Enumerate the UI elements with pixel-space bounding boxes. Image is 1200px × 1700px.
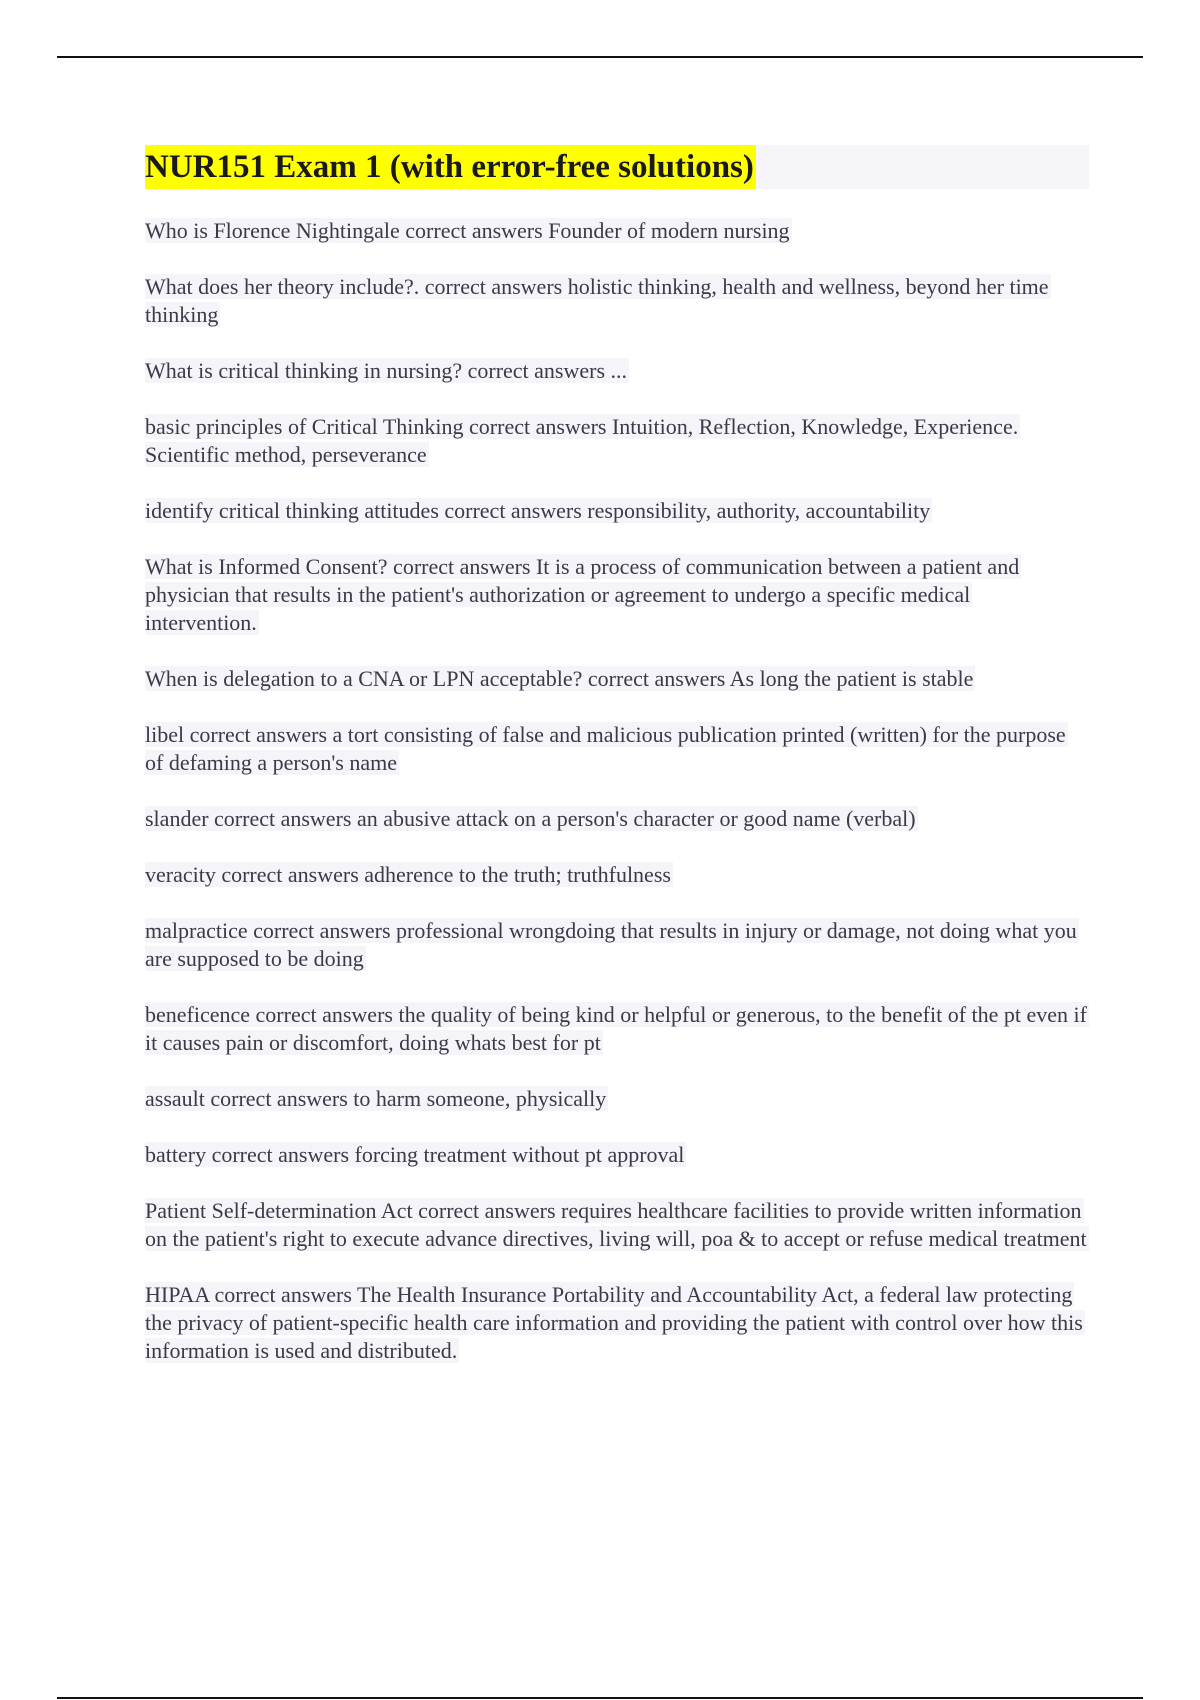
qa-item bbox=[145, 497, 1089, 525]
qa-item bbox=[145, 1141, 1089, 1169]
qa-text: assault correct answers to harm someone, physically bbox=[145, 1086, 607, 1111]
qa-text: beneficence correct answers the quality of being kind or helpful or generous, to the benefit of the pt even if it causes pain or discomfort, doing whats best for pt bbox=[145, 1002, 1087, 1055]
qa-text: basic principles of Critical Thinking correct answers Intuition, Reflection, Knowledge, Experience. Scientific method, perseverance bbox=[145, 414, 1019, 467]
qa-item bbox=[145, 1001, 1089, 1057]
qa-text: battery correct answers forcing treatment without pt approval bbox=[145, 1142, 685, 1167]
qa-item bbox=[145, 917, 1089, 973]
qa-item bbox=[145, 861, 1089, 889]
qa-text: libel correct answers a tort consisting of false and malicious publication printed (written) for the purpose of defaming a person's name bbox=[145, 722, 1066, 775]
qa-text: Patient Self-determination Act correct answers requires healthcare facilities to provide written information on the patient's right to execute advance directives, living will, poa & to accept or refuse medical treatment bbox=[145, 1198, 1087, 1251]
qa-item bbox=[145, 413, 1089, 469]
qa-text: What is critical thinking in nursing? correct answers ... bbox=[145, 358, 628, 383]
qa-item bbox=[145, 1197, 1089, 1253]
document-title: NUR151 Exam 1 (with error-free solutions) bbox=[145, 145, 756, 189]
qa-list bbox=[145, 217, 1089, 1365]
qa-item bbox=[145, 273, 1089, 329]
footer-rule bbox=[57, 1697, 1143, 1699]
qa-text: What does her theory include?. correct answers holistic thinking, health and wellness, beyond her time thinking bbox=[145, 274, 1049, 327]
header-rule bbox=[57, 56, 1143, 58]
qa-item bbox=[145, 665, 1089, 693]
qa-text: veracity correct answers adherence to the truth; truthfulness bbox=[145, 862, 671, 887]
qa-item bbox=[145, 805, 1089, 833]
qa-text: identify critical thinking attitudes correct answers responsibility, authority, accountability bbox=[145, 498, 931, 523]
qa-text: slander correct answers an abusive attack on a person's character or good name (verbal) bbox=[145, 806, 916, 831]
qa-item bbox=[145, 357, 1089, 385]
qa-item bbox=[145, 1281, 1089, 1365]
qa-item bbox=[145, 553, 1089, 637]
qa-item bbox=[145, 217, 1089, 245]
qa-text: When is delegation to a CNA or LPN acceptable? correct answers As long the patient is stable bbox=[145, 666, 974, 691]
qa-item bbox=[145, 721, 1089, 777]
qa-text: What is Informed Consent? correct answers It is a process of communication between a patient and physician that results in the patient's authorization or agreement to undergo a specific medical intervention. bbox=[145, 554, 1020, 635]
document-body bbox=[145, 145, 1089, 1393]
title-band bbox=[145, 145, 1089, 189]
qa-text: HIPAA correct answers The Health Insurance Portability and Accountability Act, a federal law protecting the privacy of patient-specific health care information and providing the patient with control over how this information is used and distributed. bbox=[145, 1282, 1083, 1363]
qa-item bbox=[145, 1085, 1089, 1113]
qa-text: Who is Florence Nightingale correct answers Founder of modern nursing bbox=[145, 218, 790, 243]
qa-text: malpractice correct answers professional wrongdoing that results in injury or damage, not doing what you are supposed to be doing bbox=[145, 918, 1077, 971]
